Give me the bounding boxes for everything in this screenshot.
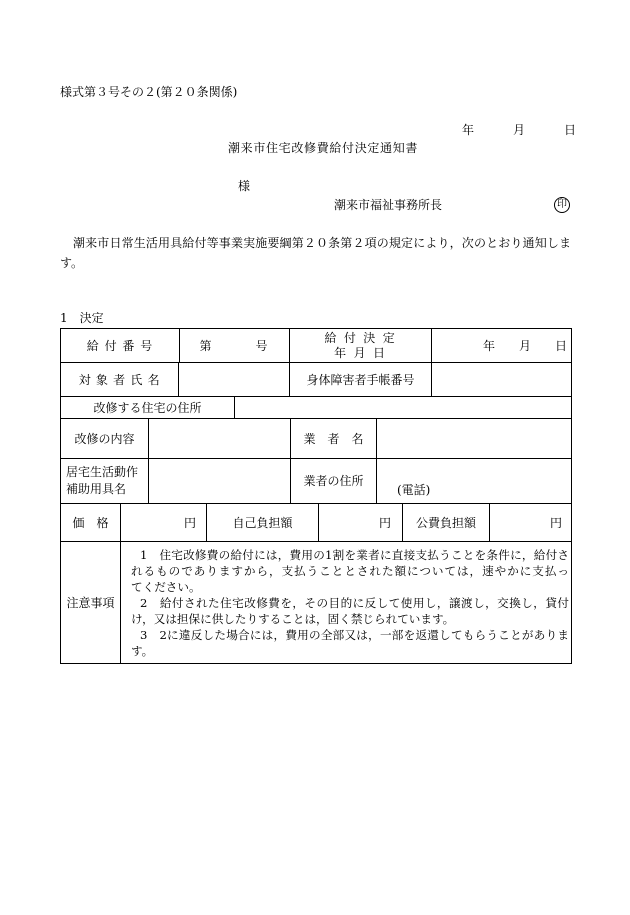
- issuer-name: 潮来市福祉事務所長: [334, 198, 443, 212]
- public-pay-field: [489, 504, 571, 541]
- table-row: [61, 329, 571, 362]
- addressee-honorific: 様: [238, 179, 251, 193]
- table-row: [61, 541, 571, 663]
- issue-date-line: 年 月 日: [462, 123, 582, 137]
- equipment-name-field: [148, 459, 290, 503]
- note-item: [131, 595, 569, 627]
- decision-date-label-stack: [324, 331, 396, 361]
- decision-date-field: [431, 329, 571, 362]
- payment-number-label-text: 給 付 番 号: [86, 338, 154, 353]
- notes-list: [120, 542, 571, 663]
- contractor-address-field: [376, 459, 571, 503]
- decision-date-label: [289, 329, 431, 362]
- self-pay-label: [206, 504, 318, 541]
- work-content-label-text: 改修の内容: [74, 431, 135, 446]
- intro-line: す。: [60, 256, 84, 270]
- handbook-number-label: [289, 363, 431, 396]
- notes-label-text: 注意事項: [66, 595, 115, 610]
- work-content-label: [61, 419, 148, 458]
- house-address-label-text: 改修する住宅の住所: [93, 400, 202, 415]
- contractor-address-label: [290, 459, 376, 503]
- payment-number-field: [179, 329, 289, 362]
- price-label-text: 価 格: [72, 515, 109, 530]
- work-content-field: [148, 419, 290, 458]
- recipient-name-label: [61, 363, 178, 396]
- note-line: 1 住宅改修費の給付には，費用の1割を業者に直接支払うことを条件に，給付さ: [140, 548, 569, 562]
- contractor-name-field: [376, 419, 571, 458]
- price-field: [120, 504, 206, 541]
- self-pay-unit: 円: [378, 515, 391, 530]
- phone-label: (電話): [397, 483, 431, 497]
- price-unit: 円: [183, 515, 196, 530]
- note-line: 3 2に違反した場合には，費用の全部又は，一部を返還してもらうことがありま: [140, 628, 569, 642]
- form-number-label: 様式第３号その２(第２０条関係): [60, 85, 238, 99]
- decision-date-label-line: 年 月 日: [334, 345, 387, 360]
- payment-number-label: [61, 329, 179, 362]
- section-heading: 1 決定: [60, 311, 104, 325]
- contractor-name-label-text: 業 者 名: [303, 431, 364, 446]
- intro-line: 潮来市日常生活用具給付等事業実施要綱第２０条第２項の規定により，次のとおり通知しま: [73, 236, 571, 250]
- public-pay-unit: 円: [549, 515, 562, 530]
- public-pay-label-text: 公費負担額: [415, 515, 476, 530]
- public-pay-label: [402, 504, 489, 541]
- payment-number-template: 第 号: [199, 338, 270, 353]
- table-row: [61, 503, 571, 541]
- recipient-name-field: [178, 363, 289, 396]
- intro-paragraph: [60, 233, 571, 273]
- note-line: け，又は担保に供したりすることは，固く禁じられています。: [131, 612, 455, 626]
- equipment-name-label-stack: [66, 464, 138, 498]
- equipment-name-label-line: 居宅生活動作: [66, 465, 139, 479]
- decision-date-label-line: 給 付 決 定: [324, 330, 397, 345]
- handbook-number-field: [431, 363, 571, 396]
- equipment-name-label-line: 補助用具名: [66, 482, 127, 496]
- seal-stamp: 印: [554, 197, 570, 213]
- house-address-field: [234, 397, 571, 418]
- table-row: [61, 418, 571, 458]
- table-row: [61, 458, 571, 503]
- notes-label: [61, 542, 120, 663]
- note-line: れるものでありますから，支払うこととされた額については，速やかに支払っ: [131, 564, 569, 578]
- equipment-name-label: [61, 459, 148, 503]
- table-row: [61, 396, 571, 418]
- handbook-number-label-text: 身体障害者手帳番号: [306, 372, 415, 387]
- contractor-name-label: [290, 419, 376, 458]
- note-item: [131, 627, 569, 659]
- note-line: 2 給付された住宅改修費を，その目的に反して使用し，譲渡し，交換し，貸付: [140, 596, 569, 610]
- price-label: [61, 504, 120, 541]
- note-line: す。: [131, 644, 154, 658]
- contractor-address-label-text: 業者の住所: [303, 474, 364, 488]
- house-address-label: [61, 397, 234, 418]
- self-pay-label-text: 自己負担額: [232, 515, 293, 530]
- decision-table: [60, 328, 572, 664]
- document-title: 潮来市住宅改修費給付決定通知書: [228, 141, 419, 155]
- note-item: [131, 547, 569, 595]
- note-line: てください。: [131, 580, 201, 594]
- decision-date-template: 年 月 日: [482, 338, 567, 353]
- table-row: [61, 362, 571, 396]
- recipient-name-label-text: 対 象 者 氏 名: [78, 372, 161, 387]
- self-pay-field: [318, 504, 402, 541]
